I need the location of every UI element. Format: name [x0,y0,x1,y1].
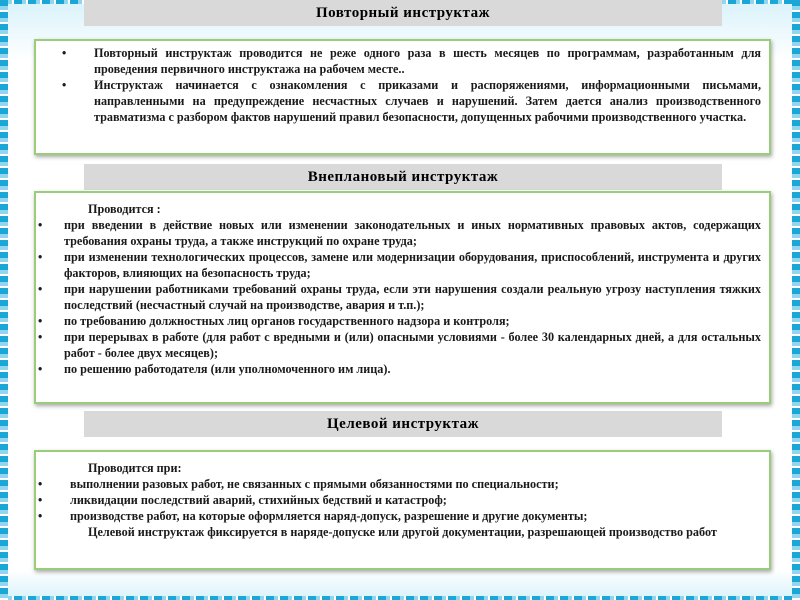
list-item: • при перерывах в работе (для работ с вредными и (или) опасными условиями - более 30 календарных дней, а для остальных работ - более двух месяцев); [38,330,761,360]
bullet-icon: • [38,250,43,264]
section-note: Целевой инструктаж фиксируется в наряде-допуске или другой документации, разрешающей производство работ [88,525,717,539]
list-item: • при введении в действие новых или изменении законодательных и иных нормативных правовых актов, содержащих требования охраны труда, а также инструкций по охране труда; [38,218,761,248]
list-item: • при нарушении работниками требований охраны труда, если эти нарушения создали реальную угрозу наступления тяжких последствий (несчастный случай на производстве, авария и т.п.); [38,282,761,312]
bullet-list [38,217,761,377]
bullet-icon: • [38,493,43,507]
bullet-icon: • [38,314,43,328]
list-item: • выполнении разовых работ, не связанных с прямыми обязанностями по специальности; [38,477,559,491]
bullet-icon: • [38,509,43,523]
list-item: • ликвидации последствий аварий, стихийных бедствий и катастроф; [38,493,447,507]
list-item: • производстве работ, на которые оформляется наряд-допуск, разрешение и другие документы; [38,509,588,523]
section-intro: Проводится : [88,202,161,216]
section-title-unscheduled: Внеплановый инструктаж [84,164,722,190]
list-item: • при изменении технологических процессов, замене или модернизации оборудования, приспособлений, инструмента и других факторов, влияющих на безопасность труда; [38,250,761,280]
section-title-targeted: Целевой инструктаж [84,411,722,437]
section-title-repeat: Повторный инструктаж [84,0,722,26]
bullet-icon: • [62,46,67,60]
list-item: • Инструктаж начинается с ознакомления с приказами и распоряжениями, информационными письмами, направленными на предупреждение несчастных случаев и нарушений. Затем дается анализ производственного травматизма с разбором фактов нарушений правил безопасности, допущенных рабочими производственного участка. [62,78,761,124]
section-box-repeat [34,39,771,155]
bullet-list [38,476,761,524]
section-intro: Проводится при: [88,461,182,475]
bullet-list [62,45,761,125]
section-box-targeted [34,450,771,570]
bullet-icon: • [62,78,67,92]
decorative-border-left [0,0,8,600]
list-item: • Повторный инструктаж проводится не реже одного раза в шесть месяцев по программам, разработанным для проведения первичного инструктажа на рабочем месте.. [62,46,761,76]
bullet-icon: • [38,477,43,491]
bullet-icon: • [38,330,43,344]
section-box-unscheduled [34,191,771,404]
bullet-icon: • [38,282,43,296]
bullet-icon: • [38,362,43,376]
bullet-icon: • [38,218,43,232]
list-item: • по требованию должностных лиц органов государственного надзора и контроля; [38,314,510,328]
decorative-border-bottom [0,596,800,600]
decorative-border-right [792,0,800,600]
list-item: • по решению работодателя (или уполномоченного им лица). [38,362,391,376]
